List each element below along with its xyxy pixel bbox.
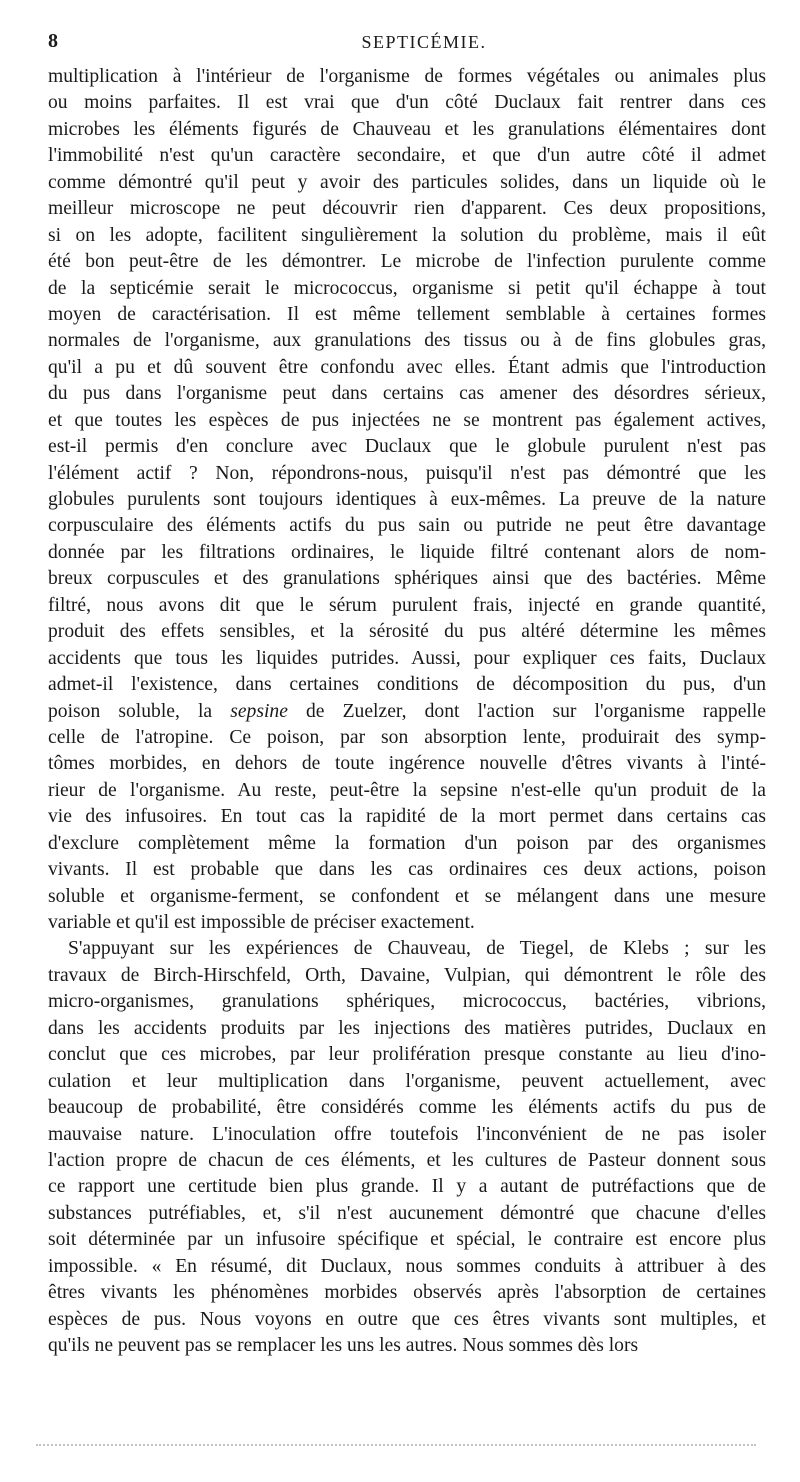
text-line: admet-il l'existence, dans certaines conditions de décomposition du pus, d'un [48,674,766,696]
text-line: impossible. « En résumé, dit Duclaux, nous sommes conduits à attribuer à des [48,1255,766,1277]
text-line: d'exclure complètement même la formation d'un poison par des organismes [48,832,766,854]
text-line: vie des infusoires. En tout cas la rapidité de la mort permet dans certains cas [48,806,766,828]
page-number: 8 [48,30,58,52]
text-line: substances putréfiables, et, s'il n'est aucunement démontré que chacune d'elles [48,1202,766,1224]
text-line: comme démontré qu'il peut y avoir des particules solides, dans un liquide où le [48,171,766,193]
text-line: travaux de Birch-Hirschfeld, Orth, Davaine, Vulpian, qui démontrent le rôle des [48,964,766,986]
text-line: microbes les éléments figurés de Chauveau et les granulations élémentaires dont [48,118,766,140]
text-line: S'appuyant sur les expériences de Chauveau, de Tiegel, de Klebs ; sur les [68,938,766,960]
text-line: qu'ils ne peuvent pas se remplacer les uns les autres. Nous sommes dès lors [48,1335,639,1356]
text-line: multiplication à l'intérieur de l'organisme de formes végétales ou animales plus [48,66,766,87]
bottom-margin-rule [36,1444,756,1446]
text-line: variable et qu'il est impossible de préciser exactement. [48,912,475,933]
body-text [48,64,766,1359]
text-line: beaucoup de probabilité, être considérés comme les éléments actifs du pus de [48,1097,766,1119]
text-line: donnée par les filtrations ordinaires, le liquide filtré contenant alors de nom- [48,541,766,563]
text-line: produit des effets sensibles, et la sérosité du pus altéré détermine les mêmes [48,621,766,643]
text-line: celle de l'atropine. Ce poison, par son absorption lente, produirait des symp- [48,726,766,748]
text-line: et que toutes les espèces de pus injectées ne se montrent pas également actives, [48,409,766,431]
text-line: l'élément actif ? Non, répondrons-nous, puisqu'il n'est pas démontré que les [48,462,766,484]
text-line: dans les accidents produits par les injections des matières putrides, Duclaux en [48,1017,766,1039]
italic-term: sepsine [230,700,288,722]
text-line: conclut que ces microbes, par leur prolifération presque constante au lieu d'ino- [48,1044,766,1066]
text-line: meilleur microscope ne peut découvrir rien d'apparent. Ces deux propositions, [48,198,766,220]
page-header [48,30,764,56]
text-line: l'action propre de chacun de ces éléments, et les cultures de Pasteur donnent sous [48,1149,766,1171]
text-line: accidents que tous les liquides putrides. Aussi, pour expliquer ces faits, Duclaux [48,647,766,669]
text-line: été bon peut-être de les démontrer. Le microbe de l'infection purulente comme [48,251,766,273]
text-line: êtres vivants les phénomènes morbides observés après l'absorption de certaines [48,1282,766,1304]
text-line: breux corpuscules et des granulations sphériques ainsi que des bactéries. Même [48,568,766,590]
running-title: SEPTICÉMIE. [361,32,487,52]
text-line: soit déterminée par un infusoire spécifique et spécial, le contraire est encore plus [48,1229,766,1251]
text-line: poison soluble, la sepsine de Zuelzer, dont l'action sur l'organisme rappelle [48,700,766,722]
text-line: ou moins parfaites. Il est vrai que d'un côté Duclaux fait rentrer dans ces [48,92,766,114]
text-line: rieur de l'organisme. Au reste, peut-être la sepsine n'est-elle qu'un produit de la [48,779,766,801]
text-line: est-il permis d'en conclure avec Duclaux que le globule purulent n'est pas [48,436,766,458]
text-line: corpusculaire des éléments actifs du pus sain ou putride ne peut être davantage [48,515,766,537]
text-line: moyen de caractérisation. Il est même tellement semblable à certaines formes [48,303,766,325]
text-line: qu'il a pu et dû souvent être confondu avec elles. Étant admis que l'introduction [48,356,766,378]
text-line: tômes morbides, en dehors de toute ingérence nouvelle d'êtres vivants à l'inté- [48,753,766,775]
text-line: espèces de pus. Nous voyons en outre que ces êtres vivants sont multiples, et [48,1308,766,1330]
text-line: de la septicémie serait le micrococcus, organisme si petit qu'il échappe à tout [48,277,766,299]
text-line: vivants. Il est probable que dans les cas ordinaires ces deux actions, poison [48,859,766,881]
text-line: culation et leur multiplication dans l'organisme, peuvent actuellement, avec [48,1070,766,1092]
text-line: l'immobilité n'est qu'un caractère secondaire, et que d'un autre côté il admet [48,145,766,167]
text-line: ce rapport une certitude bien plus grande. Il y a autant de putréfactions que de [48,1176,766,1198]
text-line: micro-organismes, granulations sphériques, micrococcus, bactéries, vibrions, [48,991,766,1013]
text-line: mauvaise nature. L'inoculation offre toutefois l'inconvénient de ne pas isoler [48,1123,766,1145]
text-line: du pus dans l'organisme peut dans certains cas amener des désordres sérieux, [48,383,766,405]
text-line: filtré, nous avons dit que le sérum purulent frais, injecté en grande quantité, [48,594,766,616]
text-line: soluble et organisme-ferment, se confondent et se mélangent dans une mesure [48,885,766,907]
text-line: normales de l'organisme, aux granulations des tissus ou à de fins globules gras, [48,330,766,352]
text-line: globules purulents sont toujours identiques à eux-mêmes. La preuve de la nature [48,489,766,510]
text-line: si on les adopte, facilitent singulièrement la solution du problème, mais il eût [48,224,766,246]
